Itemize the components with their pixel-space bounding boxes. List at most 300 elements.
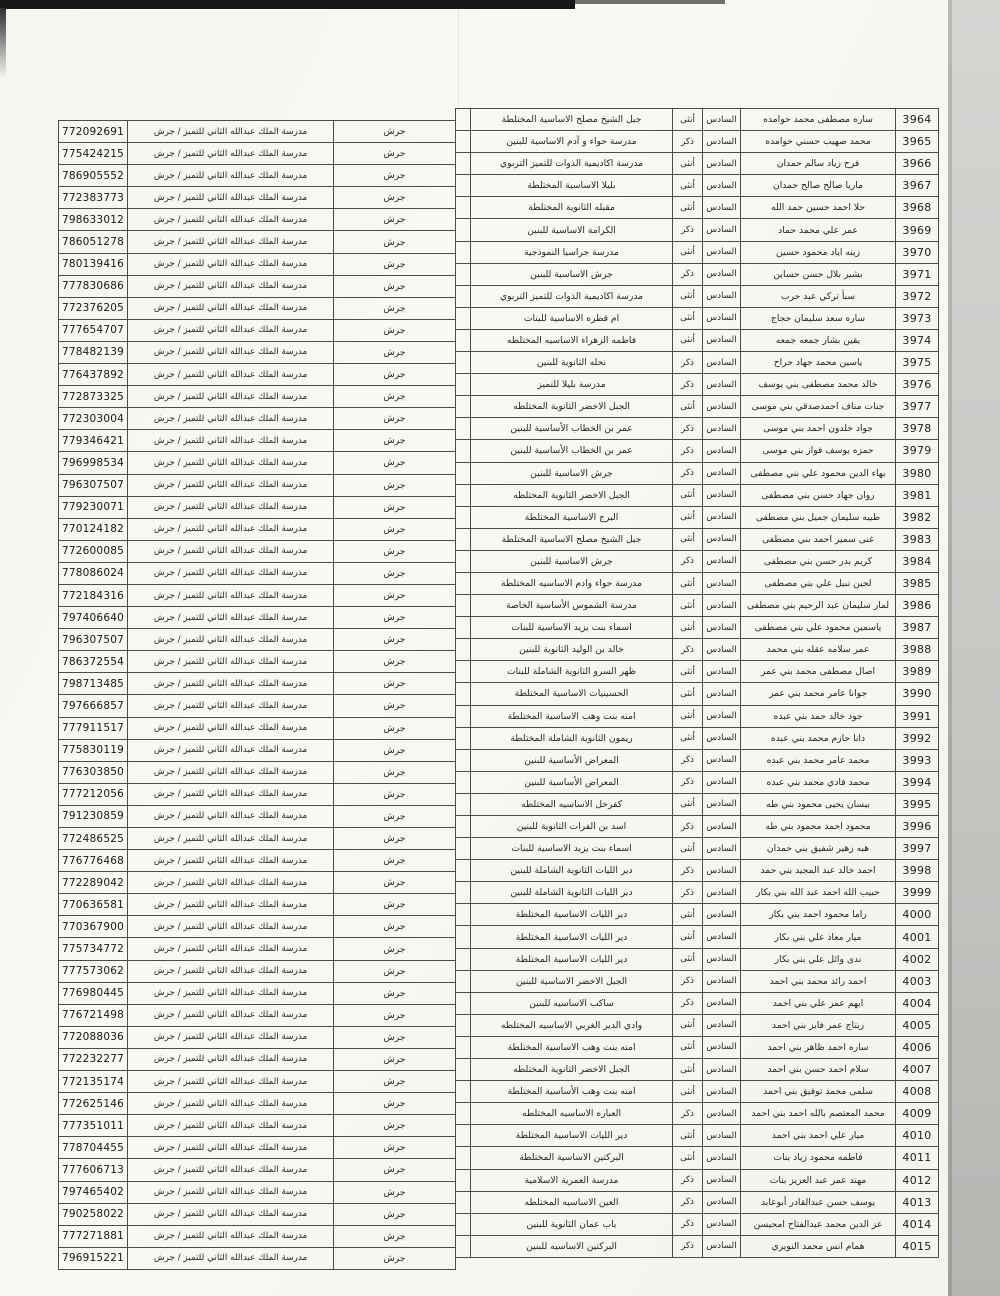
table-row bbox=[59, 629, 456, 651]
cell-directorate: جرش bbox=[334, 762, 456, 784]
cell-gender: ذكر bbox=[673, 1192, 703, 1214]
cell-spacer bbox=[456, 838, 471, 860]
cell-gender: أنثى bbox=[673, 242, 703, 264]
cell-gender: ذكر bbox=[673, 971, 703, 993]
cell-gender: أنثى bbox=[673, 1037, 703, 1059]
table-row bbox=[59, 828, 456, 850]
cell-directorate: جرش bbox=[334, 298, 456, 320]
table-row bbox=[456, 352, 939, 374]
cell-origin-school: الكرامة الاساسية للبنين bbox=[471, 219, 673, 241]
cell-spacer bbox=[456, 971, 471, 993]
cell-spacer bbox=[456, 1192, 471, 1214]
cell-student-name: سبأ تركي عبد حرب bbox=[741, 286, 896, 308]
cell-gender: ذكر bbox=[673, 639, 703, 661]
table-row bbox=[456, 1147, 939, 1169]
cell-gender: أنثى bbox=[673, 396, 703, 418]
cell-grade: السادس bbox=[703, 418, 741, 440]
cell-grade: السادس bbox=[703, 1059, 741, 1081]
cell-origin-school: خالد بن الوليد الثانوية للبنين bbox=[471, 639, 673, 661]
cell-gender: ذكر bbox=[673, 463, 703, 485]
cell-student-name: راما محمود احمد بني بكار bbox=[741, 904, 896, 926]
table-row bbox=[59, 740, 456, 762]
table-row bbox=[59, 231, 456, 253]
table-row bbox=[456, 683, 939, 705]
cell-origin-school: مدرسة اكاديمية الذوات للتميز التربوي bbox=[471, 286, 673, 308]
cell-phone-number: 777212056 bbox=[59, 784, 128, 806]
cell-target-school: مدرسة الملك عبدالله الثاني للتميز / جرش bbox=[128, 519, 334, 541]
cell-grade: السادس bbox=[703, 396, 741, 418]
cell-gender: ذكر bbox=[673, 1236, 703, 1258]
cell-serial-number: 4009 bbox=[896, 1103, 939, 1125]
cell-phone-number: 772303004 bbox=[59, 408, 128, 430]
cell-directorate: جرش bbox=[334, 1027, 456, 1049]
cell-phone-number: 790258022 bbox=[59, 1204, 128, 1226]
cell-student-name: كريم بدر حسن بني مصطفى bbox=[741, 551, 896, 573]
table-row bbox=[59, 408, 456, 430]
cell-spacer bbox=[456, 683, 471, 705]
cell-student-name: فرح زياد سالم حمدان bbox=[741, 153, 896, 175]
cell-origin-school: البرج الاساسية المختلطة bbox=[471, 507, 673, 529]
table-row bbox=[456, 573, 939, 595]
cell-phone-number: 779346421 bbox=[59, 430, 128, 452]
cell-serial-number: 3993 bbox=[896, 750, 939, 772]
paper-crease bbox=[458, 0, 459, 110]
cell-phone-number: 772383773 bbox=[59, 187, 128, 209]
table-row bbox=[456, 971, 939, 993]
cell-directorate: جرش bbox=[334, 1115, 456, 1137]
table-row bbox=[456, 1236, 939, 1258]
table-row bbox=[59, 342, 456, 364]
cell-spacer bbox=[456, 1015, 471, 1037]
cell-grade: السادس bbox=[703, 109, 741, 131]
cell-student-name: غنى سمير احمد بني مصطفى bbox=[741, 529, 896, 551]
cell-gender: أنثى bbox=[673, 728, 703, 750]
cell-spacer bbox=[456, 1059, 471, 1081]
cell-gender: ذكر bbox=[673, 772, 703, 794]
table-row bbox=[456, 949, 939, 971]
cell-student-name: مهند عمر عبد العزيز بنات bbox=[741, 1170, 896, 1192]
cell-phone-number: 772135174 bbox=[59, 1071, 128, 1093]
cell-directorate: جرش bbox=[334, 121, 456, 143]
cell-target-school: مدرسة الملك عبدالله الثاني للتميز / جرش bbox=[128, 850, 334, 872]
cell-student-name: محمد المعتصم بالله احمد بني احمد bbox=[741, 1103, 896, 1125]
cell-origin-school: جبل الشيخ مصلح الاساسية المختلطة bbox=[471, 529, 673, 551]
cell-grade: السادس bbox=[703, 1103, 741, 1125]
cell-serial-number: 3995 bbox=[896, 794, 939, 816]
cell-origin-school: اسد بن الفرات الثانوية للبنين bbox=[471, 816, 673, 838]
cell-directorate: جرش bbox=[334, 718, 456, 740]
cell-gender: ذكر bbox=[673, 264, 703, 286]
cell-directorate: جرش bbox=[334, 1071, 456, 1093]
cell-target-school: مدرسة الملك عبدالله الثاني للتميز / جرش bbox=[128, 585, 334, 607]
cell-gender: أنثى bbox=[673, 330, 703, 352]
cell-grade: السادس bbox=[703, 1192, 741, 1214]
cell-grade: السادس bbox=[703, 529, 741, 551]
cell-directorate: جرش bbox=[334, 386, 456, 408]
cell-gender: أنثى bbox=[673, 904, 703, 926]
cell-serial-number: 3968 bbox=[896, 197, 939, 219]
table-row bbox=[456, 507, 939, 529]
cell-student-name: ساره سعد سليمان حجاج bbox=[741, 308, 896, 330]
cell-target-school: مدرسة الملك عبدالله الثاني للتميز / جرش bbox=[128, 1137, 334, 1159]
cell-student-name: زينه اياد محمود حسين bbox=[741, 242, 896, 264]
cell-spacer bbox=[456, 904, 471, 926]
table-row bbox=[59, 850, 456, 872]
cell-student-name: عمر علي محمد حماد bbox=[741, 219, 896, 241]
cell-target-school: مدرسة الملك عبدالله الثاني للتميز / جرش bbox=[128, 718, 334, 740]
table-row bbox=[59, 1159, 456, 1181]
cell-origin-school: الجبل الاخضر الثانوية المختلطه bbox=[471, 396, 673, 418]
table-row bbox=[59, 187, 456, 209]
cell-phone-number: 775830119 bbox=[59, 740, 128, 762]
cell-serial-number: 3969 bbox=[896, 219, 939, 241]
cell-spacer bbox=[456, 131, 471, 153]
cell-directorate: جرش bbox=[334, 519, 456, 541]
cell-spacer bbox=[456, 551, 471, 573]
cell-grade: السادس bbox=[703, 882, 741, 904]
cell-origin-school: امنه بنت وهب الاساسية المختلطة bbox=[471, 706, 673, 728]
cell-student-name: همام انس محمد النويري bbox=[741, 1236, 896, 1258]
cell-origin-school: نحله الثانوية للبنين bbox=[471, 352, 673, 374]
table-row bbox=[456, 286, 939, 308]
table-row bbox=[456, 838, 939, 860]
cell-phone-number: 772232277 bbox=[59, 1049, 128, 1071]
cell-spacer bbox=[456, 529, 471, 551]
table-row bbox=[456, 242, 939, 264]
cell-phone-number: 776721498 bbox=[59, 1005, 128, 1027]
cell-origin-school: ظهر السرو الثانوية الشاملة للبنات bbox=[471, 661, 673, 683]
cell-student-name: يقين بشار جمعه جمعه bbox=[741, 330, 896, 352]
cell-phone-number: 772600085 bbox=[59, 541, 128, 563]
table-row bbox=[456, 219, 939, 241]
table-row bbox=[59, 1226, 456, 1248]
cell-directorate: جرش bbox=[334, 695, 456, 717]
cell-student-name: فاطمه محمود زياد بنات bbox=[741, 1147, 896, 1169]
cell-directorate: جرش bbox=[334, 1093, 456, 1115]
cell-serial-number: 3981 bbox=[896, 485, 939, 507]
table-row bbox=[456, 197, 939, 219]
cell-phone-number: 779230071 bbox=[59, 497, 128, 519]
cell-gender: أنثى bbox=[673, 573, 703, 595]
cell-spacer bbox=[456, 286, 471, 308]
cell-student-name: بهاء الدين محمود علي بني مصطفى bbox=[741, 463, 896, 485]
cell-spacer bbox=[456, 1103, 471, 1125]
cell-origin-school: جرش الاساسية للبنين bbox=[471, 264, 673, 286]
students-table-left-section bbox=[58, 120, 456, 1270]
cell-serial-number: 3964 bbox=[896, 109, 939, 131]
cell-gender: أنثى bbox=[673, 485, 703, 507]
cell-phone-number: 770636581 bbox=[59, 894, 128, 916]
cell-serial-number: 4002 bbox=[896, 949, 939, 971]
cell-spacer bbox=[456, 264, 471, 286]
cell-target-school: مدرسة الملك عبدالله الثاني للتميز / جرش bbox=[128, 1204, 334, 1226]
cell-grade: السادس bbox=[703, 374, 741, 396]
cell-target-school: مدرسة الملك عبدالله الثاني للتميز / جرش bbox=[128, 121, 334, 143]
cell-spacer bbox=[456, 1214, 471, 1236]
cell-gender: ذكر bbox=[673, 374, 703, 396]
cell-serial-number: 3966 bbox=[896, 153, 939, 175]
table-row bbox=[456, 904, 939, 926]
cell-grade: السادس bbox=[703, 639, 741, 661]
cell-serial-number: 3972 bbox=[896, 286, 939, 308]
cell-gender: ذكر bbox=[673, 440, 703, 462]
cell-origin-school: عمر بن الخطاب الأساسية للبنين bbox=[471, 418, 673, 440]
table-row bbox=[456, 551, 939, 573]
cell-spacer bbox=[456, 485, 471, 507]
cell-phone-number: 770367900 bbox=[59, 916, 128, 938]
cell-student-name: سلام احمد حسن بني احمد bbox=[741, 1059, 896, 1081]
table-row bbox=[59, 651, 456, 673]
cell-student-name: ساره احمد ظاهر بني احمد bbox=[741, 1037, 896, 1059]
table-row bbox=[59, 1248, 456, 1270]
cell-phone-number: 791230859 bbox=[59, 806, 128, 828]
cell-phone-number: 797666857 bbox=[59, 695, 128, 717]
cell-gender: ذكر bbox=[673, 816, 703, 838]
cell-target-school: مدرسة الملك عبدالله الثاني للتميز / جرش bbox=[128, 828, 334, 850]
cell-serial-number: 3979 bbox=[896, 440, 939, 462]
table-row bbox=[59, 519, 456, 541]
cell-directorate: جرش bbox=[334, 452, 456, 474]
table-row bbox=[59, 497, 456, 519]
table-row bbox=[456, 131, 939, 153]
cell-gender: أنثى bbox=[673, 1081, 703, 1103]
cell-grade: السادس bbox=[703, 485, 741, 507]
scan-edge-left bbox=[0, 8, 6, 78]
cell-phone-number: 786905552 bbox=[59, 165, 128, 187]
cell-grade: السادس bbox=[703, 219, 741, 241]
table-row bbox=[59, 165, 456, 187]
cell-directorate: جرش bbox=[334, 673, 456, 695]
cell-gender: أنثى bbox=[673, 595, 703, 617]
cell-spacer bbox=[456, 617, 471, 639]
table-row bbox=[59, 983, 456, 1005]
cell-grade: السادس bbox=[703, 595, 741, 617]
cell-student-name: اصال مصطفى محمد بني عمر bbox=[741, 661, 896, 683]
cell-grade: السادس bbox=[703, 573, 741, 595]
cell-spacer bbox=[456, 175, 471, 197]
cell-directorate: جرش bbox=[334, 1248, 456, 1270]
scan-edge-top bbox=[0, 0, 575, 9]
cell-student-name: جوانا عامر محمد بني عمر bbox=[741, 683, 896, 705]
cell-origin-school: دير الليات الثانوية الشاملة للبنين bbox=[471, 882, 673, 904]
cell-spacer bbox=[456, 463, 471, 485]
cell-gender: أنثى bbox=[673, 706, 703, 728]
table-row bbox=[456, 1015, 939, 1037]
table-row bbox=[59, 475, 456, 497]
table-row bbox=[456, 617, 939, 639]
table-row bbox=[456, 1192, 939, 1214]
cell-serial-number: 3974 bbox=[896, 330, 939, 352]
table-row bbox=[59, 806, 456, 828]
cell-target-school: مدرسة الملك عبدالله الثاني للتميز / جرش bbox=[128, 1005, 334, 1027]
table-row bbox=[456, 1170, 939, 1192]
cell-directorate: جرش bbox=[334, 784, 456, 806]
cell-spacer bbox=[456, 352, 471, 374]
cell-student-name: هبه زهير شفيق بني حمدان bbox=[741, 838, 896, 860]
cell-spacer bbox=[456, 661, 471, 683]
cell-student-name: ميار علي احمد بني احمد bbox=[741, 1125, 896, 1147]
cell-gender: ذكر bbox=[673, 131, 703, 153]
cell-spacer bbox=[456, 1170, 471, 1192]
cell-origin-school: مدرسة حواء و آدم الاساسية للبنين bbox=[471, 131, 673, 153]
cell-origin-school: مدرسة بليلا للتميز bbox=[471, 374, 673, 396]
cell-spacer bbox=[456, 1125, 471, 1147]
cell-grade: السادس bbox=[703, 706, 741, 728]
cell-spacer bbox=[456, 750, 471, 772]
cell-spacer bbox=[456, 816, 471, 838]
cell-phone-number: 777351011 bbox=[59, 1115, 128, 1137]
cell-phone-number: 786051278 bbox=[59, 231, 128, 253]
cell-origin-school: عمر بن الخطاب الأساسية للبنين bbox=[471, 440, 673, 462]
table-row bbox=[456, 396, 939, 418]
cell-phone-number: 772092691 bbox=[59, 121, 128, 143]
cell-grade: السادس bbox=[703, 1214, 741, 1236]
cell-spacer bbox=[456, 242, 471, 264]
cell-origin-school: البركتين الاساسيه للبنين bbox=[471, 1236, 673, 1258]
cell-directorate: جرش bbox=[334, 276, 456, 298]
cell-serial-number: 3982 bbox=[896, 507, 939, 529]
cell-phone-number: 776437892 bbox=[59, 364, 128, 386]
cell-origin-school: ساكب الاساسيه للبنين bbox=[471, 993, 673, 1015]
cell-grade: السادس bbox=[703, 1081, 741, 1103]
cell-origin-school: امنه بنت وهب الأساسية المختلطة bbox=[471, 1081, 673, 1103]
cell-grade: السادس bbox=[703, 794, 741, 816]
cell-phone-number: 772289042 bbox=[59, 872, 128, 894]
cell-target-school: مدرسة الملك عبدالله الثاني للتميز / جرش bbox=[128, 629, 334, 651]
cell-gender: أنثى bbox=[673, 286, 703, 308]
cell-student-name: حبيب الله احمد عبد الله بني بكار bbox=[741, 882, 896, 904]
cell-serial-number: 4011 bbox=[896, 1147, 939, 1169]
cell-gender: أنثى bbox=[673, 197, 703, 219]
cell-student-name: دانا حازم محمد بني عبده bbox=[741, 728, 896, 750]
cell-origin-school: دير الليات الثانوية الشاملة للبنين bbox=[471, 860, 673, 882]
cell-student-name: محمد عامر محمد بني عبده bbox=[741, 750, 896, 772]
cell-gender: أنثى bbox=[673, 1059, 703, 1081]
cell-directorate: جرش bbox=[334, 872, 456, 894]
cell-serial-number: 3997 bbox=[896, 838, 939, 860]
scanner-background-right bbox=[952, 0, 1000, 1296]
cell-origin-school: الجبل الاخضر الاساسية للبنين bbox=[471, 971, 673, 993]
cell-gender: ذكر bbox=[673, 882, 703, 904]
cell-target-school: مدرسة الملك عبدالله الثاني للتميز / جرش bbox=[128, 254, 334, 276]
table-row bbox=[59, 121, 456, 143]
cell-gender: أنثى bbox=[673, 175, 703, 197]
cell-directorate: جرش bbox=[334, 563, 456, 585]
cell-directorate: جرش bbox=[334, 1182, 456, 1204]
cell-grade: السادس bbox=[703, 1147, 741, 1169]
cell-student-name: احمد خالد عبد المجيد بني حمد bbox=[741, 860, 896, 882]
cell-target-school: مدرسة الملك عبدالله الثاني للتميز / جرش bbox=[128, 894, 334, 916]
cell-serial-number: 3975 bbox=[896, 352, 939, 374]
cell-target-school: مدرسة الملك عبدالله الثاني للتميز / جرش bbox=[128, 143, 334, 165]
cell-student-name: طيبه سليمان جميل بني مصطفى bbox=[741, 507, 896, 529]
scan-edge-top-gray bbox=[575, 0, 725, 4]
cell-directorate: جرش bbox=[334, 828, 456, 850]
cell-target-school: مدرسة الملك عبدالله الثاني للتميز / جرش bbox=[128, 541, 334, 563]
cell-spacer bbox=[456, 440, 471, 462]
cell-target-school: مدرسة الملك عبدالله الثاني للتميز / جرش bbox=[128, 872, 334, 894]
cell-serial-number: 3996 bbox=[896, 816, 939, 838]
cell-spacer bbox=[456, 396, 471, 418]
cell-student-name: محمد صهيب حسني حوامده bbox=[741, 131, 896, 153]
cell-phone-number: 772376205 bbox=[59, 298, 128, 320]
table-row bbox=[456, 109, 939, 131]
table-row bbox=[59, 916, 456, 938]
cell-target-school: مدرسة الملك عبدالله الثاني للتميز / جرش bbox=[128, 1182, 334, 1204]
cell-serial-number: 3986 bbox=[896, 595, 939, 617]
table-row bbox=[456, 1125, 939, 1147]
table-row bbox=[456, 728, 939, 750]
table-row bbox=[456, 882, 939, 904]
cell-gender: ذكر bbox=[673, 352, 703, 374]
cell-directorate: جرش bbox=[334, 342, 456, 364]
cell-gender: أنثى bbox=[673, 1015, 703, 1037]
cell-origin-school: دير الليات الاساسية المختلطة bbox=[471, 1125, 673, 1147]
cell-phone-number: 797406640 bbox=[59, 607, 128, 629]
cell-directorate: جرش bbox=[334, 806, 456, 828]
cell-phone-number: 778704455 bbox=[59, 1137, 128, 1159]
cell-phone-number: 777830686 bbox=[59, 276, 128, 298]
table-row bbox=[456, 1103, 939, 1125]
cell-spacer bbox=[456, 926, 471, 948]
table-row bbox=[456, 175, 939, 197]
cell-student-name: محمود احمد محمود بني طه bbox=[741, 816, 896, 838]
cell-target-school: مدرسة الملك عبدالله الثاني للتميز / جرش bbox=[128, 231, 334, 253]
cell-phone-number: 798633012 bbox=[59, 209, 128, 231]
table-row bbox=[456, 374, 939, 396]
cell-origin-school: وادي الدير الغربي الاساسيه المختلطه bbox=[471, 1015, 673, 1037]
cell-directorate: جرش bbox=[334, 497, 456, 519]
table-row bbox=[456, 816, 939, 838]
table-row bbox=[456, 1059, 939, 1081]
cell-origin-school: اسماء بنت يزيد الاساسية للبنات bbox=[471, 838, 673, 860]
cell-origin-school: العين الاساسيه المختلطه bbox=[471, 1192, 673, 1214]
cell-grade: السادس bbox=[703, 463, 741, 485]
cell-spacer bbox=[456, 882, 471, 904]
cell-serial-number: 4001 bbox=[896, 926, 939, 948]
cell-phone-number: 770124182 bbox=[59, 519, 128, 541]
table-row bbox=[59, 452, 456, 474]
cell-phone-number: 775734772 bbox=[59, 938, 128, 960]
cell-grade: السادس bbox=[703, 264, 741, 286]
cell-directorate: جرش bbox=[334, 1204, 456, 1226]
cell-serial-number: 3989 bbox=[896, 661, 939, 683]
cell-directorate: جرش bbox=[334, 1159, 456, 1181]
table-row bbox=[59, 563, 456, 585]
cell-target-school: مدرسة الملك عبدالله الثاني للتميز / جرش bbox=[128, 497, 334, 519]
cell-grade: السادس bbox=[703, 816, 741, 838]
cell-student-name: ميار معاذ علي بني بكار bbox=[741, 926, 896, 948]
cell-grade: السادس bbox=[703, 507, 741, 529]
cell-phone-number: 798713485 bbox=[59, 673, 128, 695]
cell-grade: السادس bbox=[703, 153, 741, 175]
table-row bbox=[59, 541, 456, 563]
table-row bbox=[59, 276, 456, 298]
cell-student-name: خالد محمد مصطفى بني يوسف bbox=[741, 374, 896, 396]
cell-grade: السادس bbox=[703, 1037, 741, 1059]
cell-student-name: ساره مصطفى محمد حوامده bbox=[741, 109, 896, 131]
cell-serial-number: 3977 bbox=[896, 396, 939, 418]
cell-origin-school: دير الليات الاساسية المختلطة bbox=[471, 904, 673, 926]
cell-origin-school: المعراض الأساسية للبنين bbox=[471, 772, 673, 794]
cell-student-name: حلا احمد حسين حمد الله bbox=[741, 197, 896, 219]
cell-student-name: ياسمين محمود علي بني مصطفى bbox=[741, 617, 896, 639]
cell-grade: السادس bbox=[703, 330, 741, 352]
cell-student-name: لجين نبيل علي بني مصطفى bbox=[741, 573, 896, 595]
cell-directorate: جرش bbox=[334, 209, 456, 231]
cell-directorate: جرش bbox=[334, 1137, 456, 1159]
cell-serial-number: 4013 bbox=[896, 1192, 939, 1214]
